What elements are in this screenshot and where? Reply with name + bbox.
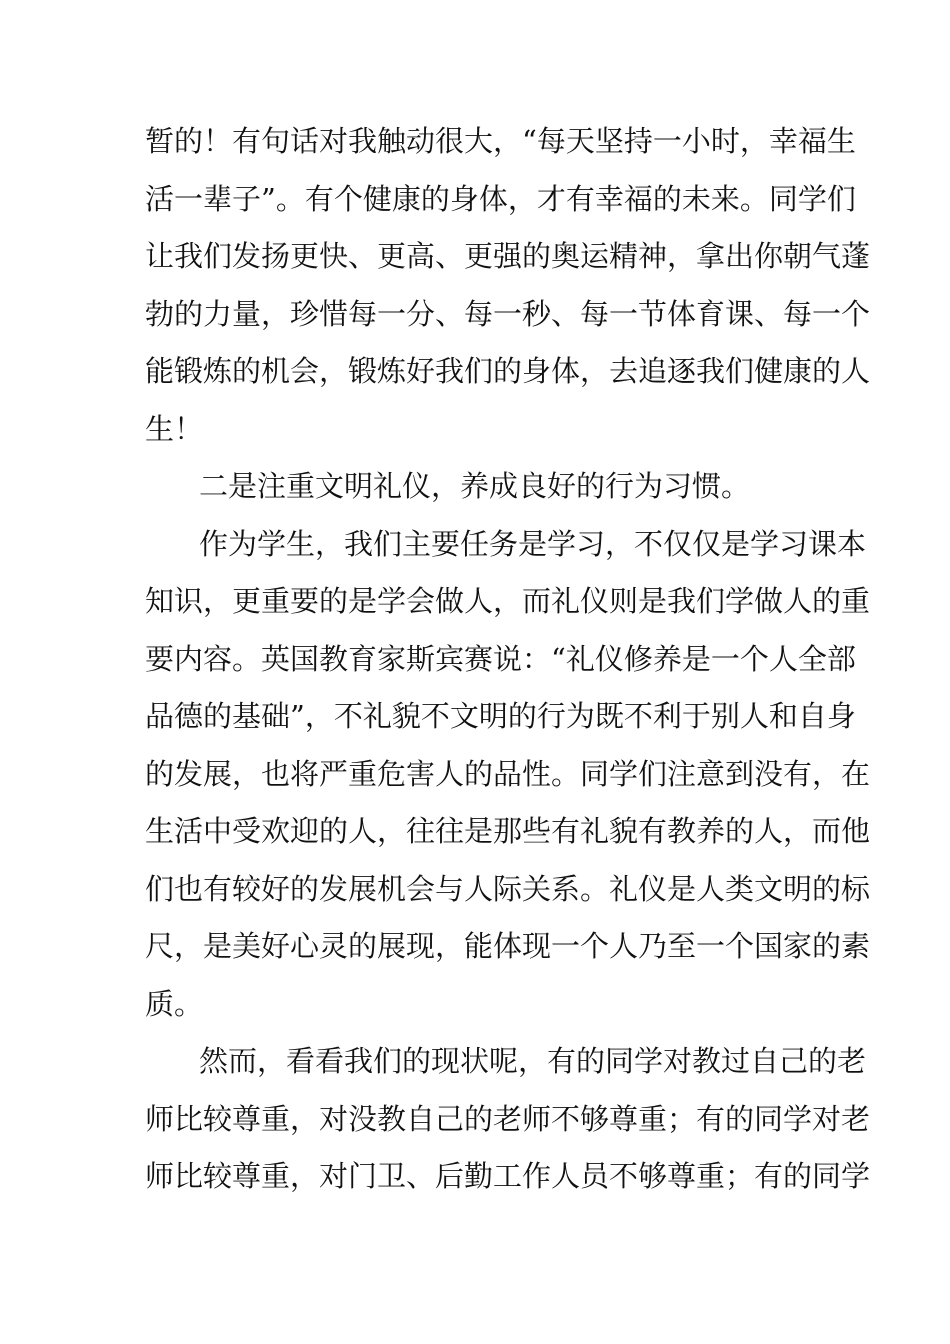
paragraph-3-line-2: 知识，更重要的是学会做人，而礼仪则是我们学做人的重 xyxy=(145,584,871,618)
paragraph-4-line-2: 师比较尊重，对没教自己的老师不够尊重；有的同学对老 xyxy=(145,1101,871,1136)
paragraph-1-line-5: 能锻炼的机会，锻炼好我们的身体，去追逐我们健康的人 xyxy=(145,354,871,388)
paragraph-2-line-1: 二是注重文明礼仪，养成良好的行为习惯。 xyxy=(199,469,751,503)
body-text xyxy=(145,113,871,1206)
paragraph-3-line-4: 品德的基础”，不礼貌不文明的行为既不利于别人和自身 xyxy=(145,699,856,733)
paragraph-3-line-5: 的发展，也将严重危害人的品性。同学们注意到没有，在 xyxy=(145,756,871,791)
paragraph-1-line-6: 生！ xyxy=(145,411,204,446)
paragraph-1-line-2: 活一辈子”。有个健康的身体，才有幸福的未来。同学们 xyxy=(145,181,856,216)
paragraph-3-line-9: 质。 xyxy=(145,986,204,1021)
paragraph-4-line-1: 然而，看看我们的现状呢，有的同学对教过自己的老 xyxy=(199,1044,867,1078)
paragraph-3-line-6: 生活中受欢迎的人，往往是那些有礼貌有教养的人，而他 xyxy=(145,814,871,848)
paragraph-3-line-1: 作为学生，我们主要任务是学习，不仅仅是学习课本 xyxy=(199,526,867,561)
paragraph-1-line-4: 勃的力量，珍惜每一分、每一秒、每一节体育课、每一个 xyxy=(145,296,871,331)
paragraph-1-line-1: 暂的！有句话对我触动很大，“每天坚持一小时，幸福生 xyxy=(145,124,856,158)
paragraph-3-line-3: 要内容。英国教育家斯宾赛说：“礼仪修养是一个人全部 xyxy=(145,641,856,676)
paragraph-4-line-3: 师比较尊重，对门卫、后勤工作人员不够尊重；有的同学 xyxy=(145,1159,871,1193)
paragraph-3-line-8: 尺，是美好心灵的展现，能体现一个人乃至一个国家的素 xyxy=(145,929,871,963)
paragraph-1-line-3: 让我们发扬更快、更高、更强的奥运精神，拿出你朝气蓬 xyxy=(145,239,871,273)
paragraph-3-line-7: 们也有较好的发展机会与人际关系。礼仪是人类文明的标 xyxy=(145,871,871,906)
